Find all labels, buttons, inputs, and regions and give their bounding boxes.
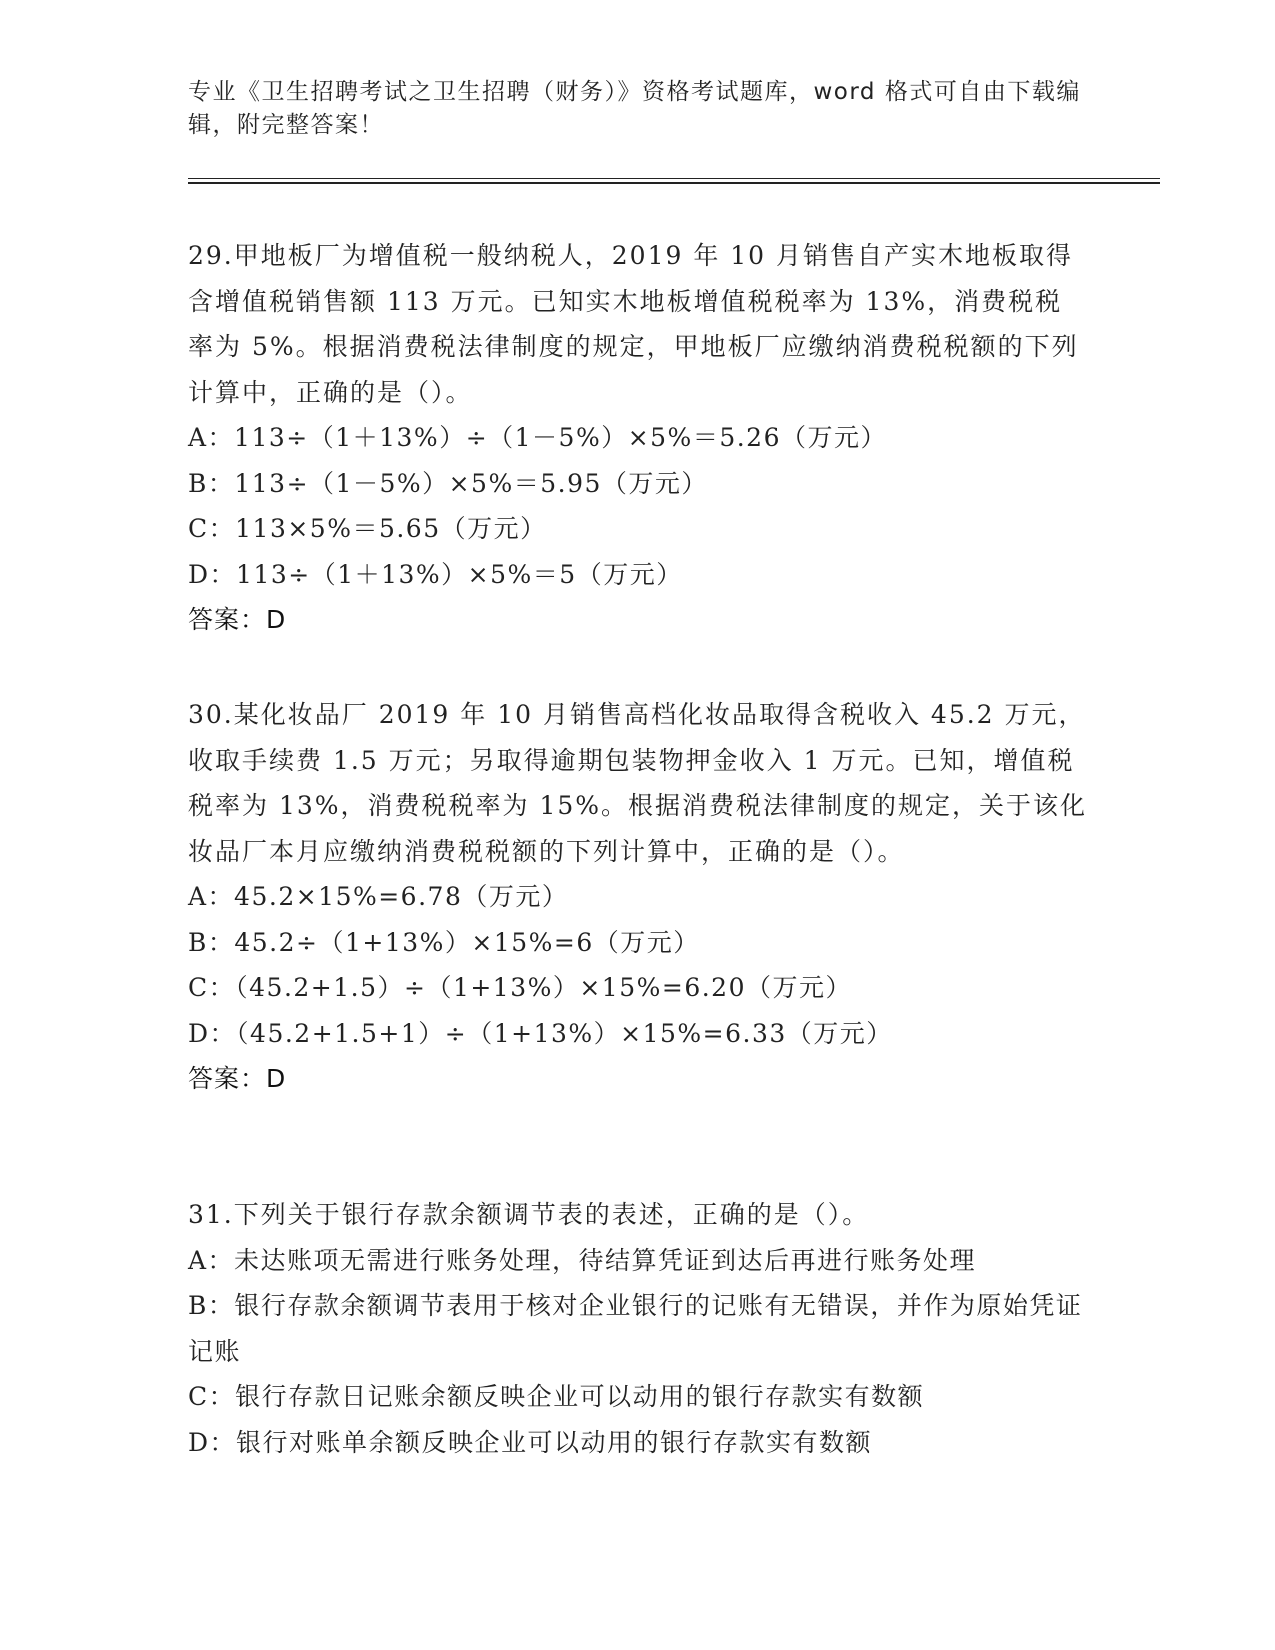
- header-divider: [188, 178, 1160, 179]
- header-divider-thick: [188, 182, 1160, 184]
- option-c: C：（45.2+1.5）÷（1+13%）×15%=6.20（万元）: [188, 973, 852, 1002]
- option-b: B：45.2÷（1+13%）×15%=6（万元）: [188, 927, 700, 957]
- answer: 答案：D: [188, 605, 287, 634]
- option-a: A：未达账项无需进行账务处理，待结算凭证到达后再进行账务处理: [188, 1245, 977, 1275]
- answer: 答案：D: [188, 1064, 287, 1093]
- option-d: D：113÷（1＋13%）×5%＝5（万元）: [188, 559, 683, 589]
- question-stem: 31.下列关于银行存款余额调节表的表述，正确的是（）。: [188, 1200, 870, 1229]
- option-a: A：45.2×15%=6.78（万元）: [188, 882, 569, 911]
- option-c: C：113×5%＝5.65（万元）: [188, 514, 547, 543]
- document-header: 专业《卫生招聘考试之卫生招聘（财务）》资格考试题库，word 格式可自由下载编辑，附完整答案！: [188, 79, 1081, 138]
- question-stem: 30.某化妆品厂 2019 年 10 月销售高档化妆品取得含税收入 45.2 万元，收取手续费 1.5 万元；另取得逾期包装物押金收入 1 万元。已知，增值税税率为 13%，消费税税率为 15%。根据消费税法律制度的规定，关于该化妆品厂本月应缴纳消费税税额的下列计算中，正确的是（）。: [188, 700, 1088, 866]
- option-a: A：113÷（1＋13%）÷（1－5%）×5%＝5.26（万元）: [188, 423, 887, 452]
- option-c: C：银行存款日记账余额反映企业可以动用的银行存款实有数额: [188, 1382, 925, 1411]
- question-31: [188, 1192, 1088, 1465]
- question-29: [188, 233, 1088, 643]
- question-stem: 29.甲地板厂为增值税一般纳税人，2019 年 10 月销售自产实木地板取得含增值税销售额 113 万元。已知实木地板增值税税率为 13%，消费税税率为 5%。根据消费税法律制度的规定，甲地板厂应缴纳消费税税额的下列计算中，正确的是（）。: [188, 241, 1079, 407]
- option-d: D：银行对账单余额反映企业可以动用的银行存款实有数额: [188, 1427, 873, 1457]
- question-30: [188, 692, 1088, 1102]
- option-d: D：（45.2+1.5+1）÷（1+13%）×15%=6.33（万元）: [188, 1018, 893, 1048]
- option-b: B：银行存款余额调节表用于核对企业银行的记账有无错误，并作为原始凭证记账: [188, 1291, 1083, 1366]
- option-b: B：113÷（1－5%）×5%＝5.95（万元）: [188, 468, 708, 498]
